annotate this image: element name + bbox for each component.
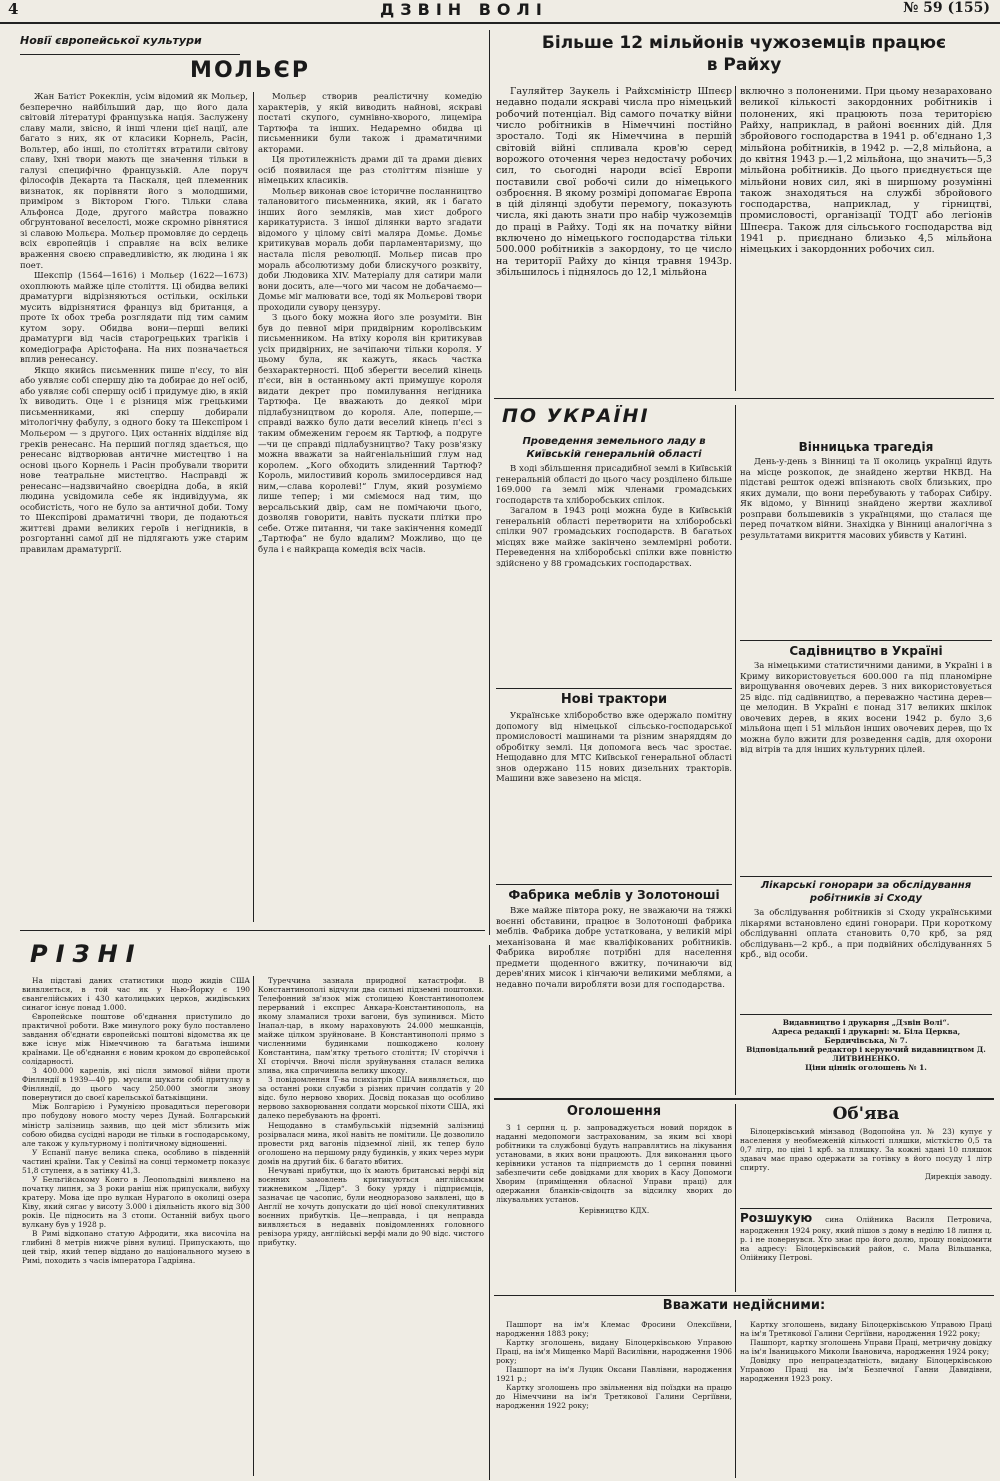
search-block <box>740 1211 992 1293</box>
column-rule <box>735 1320 736 1478</box>
invalid-item: Пашпорт на ім'я Клемас Фросини Олексіївни, народження 1883 року; <box>496 1320 732 1339</box>
column-rule <box>735 405 736 1095</box>
paragraph: Шекспір (1564—1616) і Мольєр (1622—1673) охоплюють майже ціле століття. Ці обидва великі драматурги відрізняються остільки, оскільки мусить відрізнятися француз від британця, а проте їх обох треба розглядати під тим самим кутом зору. Обидва вони—перші великі драматурги від часів старогрецьких трагіків і комедіографа Арістофана. На них позначається вплив ренесансу. <box>20 271 248 366</box>
news-item: На підставі даних статистики щодо жидів США виявляється, в той час як у Нью-Йорку є 190 євангелійських і 430 католицьких церков, жидівських синагог існує понад 1.000. <box>22 976 250 1013</box>
section-divider <box>740 1014 992 1015</box>
section-divider <box>496 688 732 689</box>
paragraph: З цього боку можна його зле розуміти. Він був до певної міри придвірним королівським письменником. На втіху короля він критикував усіх придвірних, не зачіпаючи тільки короля. У цьому була, як кажуть, якась частка безхарактерності. Щоб зберегти веселий кінець п'єси, він в останньому акті примушує короля видати декрет про помилування негідника Тартюфа. Це вважають до деякої міри підлабузництвом до короля. Але, поперше,—справді важко було дати веселий кінець п'єсі з таким обмеженим героєм як Тартюф, а подруге—чи це справді підлабузництво? Таку розв'язку можна вважати за найгеніальніший глум над королем. „Кого обходить злиденний Тартюф? Король, милостивий король змилосердився над ним,—слава королеві!“ Глум, який розуміємо лише тепер; і ми сміємося над тим, що версальський двір, сам не помічаючи цього, дозволяв говорити, навіть пускати плітки про себе. Отже питання, чи таке закінчення комедії „Тартюфа“ не було вдалим? Можливо, що це була і є найкраща комедія всіх часів. <box>258 313 482 555</box>
paragraph: В ході збільшення присадибної землі в Київській генеральній області до цього часу розділено більше 169.000 га землі між членами громадських господарств та хліборобських спілок. <box>496 464 732 506</box>
fees-title: Лікарські гонорари за обслідування робітників зі Сходу <box>760 880 972 904</box>
section-divider <box>494 398 994 399</box>
news-item: Європейське поштове об'єднання приступило до практичної роботи. Вже минулого року було поставлено завдання об'єднати європейські поштові відомства як це вже існує між Німеччиною та багатьма іншими країнами. Це об'єднання є новим кроком до європейської солідарності. <box>22 1012 250 1067</box>
furniture-article <box>496 888 732 1098</box>
vinnytsia-title: Вінницька трагедія <box>798 440 934 454</box>
paragraph: Мольєр створив реалістичну комедію характерів, у якій виводить найнові, яскраві постаті скупого, сумнівно-хворого, лицеміра Тартюфа та інших. Недаремно обидва ці письменники були також і драматичними акторами. <box>258 92 482 155</box>
section-divider <box>740 1208 992 1209</box>
tractors-title: Нові трактори <box>560 692 668 707</box>
invalid-item: Довідку про непрацездатність, видану Білоцерківською Управою Праці на ім'я Безпечної Ганни Давидівни, народження 1923 року. <box>740 1356 992 1384</box>
news-item: Між Болгарією і Румунією провадяться переговори про побудову нового мосту через Дунай. Болгарський міністр залізниць заявив, що цей міст зблизить між собою обидва сусідні народи не тільки в господарському, але також у культурному і політичному відношенні. <box>22 1102 250 1148</box>
foreigners-title <box>496 32 992 82</box>
column-rule <box>735 1104 736 1292</box>
publisher-info <box>740 1018 992 1094</box>
publisher-line: Відповідальний редактор і керуючий видавництвом Д. ЛИТВИНЕНКО. <box>746 1045 986 1064</box>
paragraph: За обслідування робітників зі Сходу українськими лікарями встановлено єдині гонорари. При короткому обслідуванні оплата становить 0,70 крб, за ряд обслідувань—2 крб., а при подвійних обслідуваннях 5 крб., від особи. <box>740 908 992 961</box>
news-item: У Еспанії панує велика спека, особливо в південній частині країни. Так у Севільї на сонці термометр показує 51,8 ступеня, а в затінку 41,3. <box>22 1147 250 1175</box>
issue-number: № 59 (155) <box>903 0 990 16</box>
section-divider <box>740 640 992 641</box>
paragraph: Мольєр виконав своє історичне посланництво талановитого письменника, який, як і багато інших його земляків, мав хист доброго карикатуриста. З іншої ділянки варто згадати відомого у цілому світі маляра Домьє. Домьє критикував мораль доби парламентаризму, що настала після революції. Мольєр писав про мораль абсолютизму доби блискучого розквіту, доби Людовика XIV. Матеріалу для сатири мали вони досить, але—чого ми часом не добачаємо—Домьє міг малювати все, тоді як Мольєрові твори проходили сувору цензуру. <box>258 186 482 313</box>
paragraph: З 1 серпня ц. р. запроваджується новий порядок в наданні медопомоги застрахованим, за яким всі хворі робітники та службовці будуть направлятись на лікування установами, в яких вони працюють. Для виконання цього керівники установ та підприємств до 1 серпня повинні забезпечити себе довідками для хворих в Касу Допомоги Хворим (приміщення обласної Управи праці) для одержання бланків-свідоцтв за відсилку хворих до лікувальних установ. <box>496 1123 732 1205</box>
section-divider <box>494 1098 994 1100</box>
notice-signature: Дирекція заводу. <box>924 1172 992 1182</box>
moliere-col-right <box>258 92 482 922</box>
invalid-item: Пашпорт на ім'я Луцик Оксани Павлівни, народження 1921 р.; <box>496 1365 732 1384</box>
paragraph: Жан Батіст Рокеклін, усім відомий як Мольєр, безперечно найбільший дар, що його дала світовій літературі французька нація. Заслужену славу мали, звісно, й інші члени цієї нації, але багато з них, як от класики Корнель, Расін, Вольтер, або інші, по століттях втратили світову славу, їхні твори мають ще значення тільки в галузі специфічно французькій. Але поруч філософів Декарта та Паскаля, цей племенник визнаток, як порівняти його з молодшими, приміром з Віктором Гюго. Тільки слава Альфонса Доде, другого майстра поважно обгрунтованої веселості, може скромно рівнятися зі славою Мольєра. Мольєр промовляє до сердець всіх європейців і справляє на всіх велике враження своєю справедливістю, як людина і як поет. <box>20 92 248 271</box>
rizni-col-right <box>258 976 484 1476</box>
invalid-col-right <box>740 1320 992 1478</box>
foreigners-col-left <box>496 86 732 396</box>
paragraph: День-у-день з Вінниці та її околиць українці йдуть на місце розкопок, де знайдено жертви НКВД. На підставі решток одежі впізнають своїх близьких, про яких думали, що вони перебувають у таборах Сибіру. Як відомо, у Вінниці знайдено жертви жахливої розправи большевиків з українцями, що сталася ще перед початком війни. Знахідка у Вінниці аналогічна з результатами викриття масових убивств у Катині. <box>740 457 992 541</box>
news-item: Нещодавно в стамбульській підземній залізниці розірвалася мина, якої навіть не помітили. Це дозволило провести ряд вагонів підземної лінії, як тепер було оголошено на першому ряду будинків, у яких через мури домів на другий бік. 6 багато вбитих. <box>258 1120 484 1166</box>
column-rule <box>253 976 254 1476</box>
moliere-rubric: Новії європейської культури <box>20 34 240 55</box>
vinnytsia-article <box>740 440 992 636</box>
land-article <box>496 436 732 686</box>
page-number: 4 <box>8 0 19 18</box>
news-item: Туреччина зазнала природної катастрофи. В Константинополі відчули два сильні підземні поштовхи. Телефонний зв'язок між столицею Константинополем перерваний і експрес Анкара-Константинополь, на якому зламалися трохи вагони, був зупинився. Місто Інапал-цар, в якому нараховують 24.000 мешканців, майже цілком зруйноване. В Константинополі прямо з численними будинками пошкоджено колону Константина, пам'ятку третього століття; IV сторіччя і XI сторіччя. Вночі після зруйнування сталася велика злива, яка спричинила велику шкоду. <box>258 976 484 1076</box>
foreigners-col-right <box>740 86 992 396</box>
section-divider <box>496 884 732 885</box>
invalid-title: Вважати недійсними: <box>662 1298 826 1313</box>
invalid-item: Картку зголошень, видану Білоцерківською Управою Праці, на ім'я Мищенко Марії Василівни, народження 1906 року; <box>496 1338 732 1366</box>
newspaper-name: ДЗВІН ВОЛІ <box>380 0 548 19</box>
news-item: З повідомлення Т-ва психіатрів США виявляється, що за останні роки служби з різних причин солдатів у 20 відс. було нервово хворих. Досвід показав що особливо нервово захворювання солдати морської піхоти США, які далеко перебувають на фронті. <box>258 1075 484 1121</box>
announcement-block <box>496 1104 732 1294</box>
paragraph: включно з полоненими. При цьому незараховано великої кількості закордонних робітників і полонених, які працюють поза територією Райху, наприклад, в районі воєнних дій. Для збройового господарства в 1941 р. об'єднано 1,3 мільйона робітників, в 1942 р. —2,8 мільйона, а до квітня 1943 р.—1,2 мільйона, що значить—5,3 мільйона робітників. До цього приєднується ще мільйони нових сил, які в ширшому розумінні також знаходяться на службі збройового господарства, наприклад, у гірництві, промисловості, організації ТОДТ або легіонів Шпеєра. Також для сільського господарства від 1941 р. приєднано близько 4,5 мільйона німецьких і закордонних робочих сил. <box>740 86 992 256</box>
publisher-line: Ціни ціннік оголошень № 1. <box>805 1063 927 1073</box>
news-item: З 400.000 карелів, які після зимової війни проти Фінляндії в 1939—40 рр. мусили шукати собі притулку в Фінляндії, до цього часу 250.000 змогли знову повернутися до своєї карельської батьківщини. <box>22 1066 250 1103</box>
search-title: Розшукую <box>740 1211 813 1225</box>
furniture-title: Фабрика меблів у Золотоноші <box>508 888 720 902</box>
column-rule <box>735 86 736 391</box>
paragraph: Вже майже півтора року, не зважаючи на тяжкі воєнні обставини, працює в Золотоноші фабрика меблів. Фабрика добре устаткована, у великій мірі механізована й має кваліфікованих робітників. Фабрика виробляє потрібні для населення предмети щоденного вжитку, починаючи від дерев'яних мисок і кінчаючи великими меблями, а недавно почали виробляти вози для господарства. <box>496 906 732 990</box>
news-item: В Римі відкопано статую Афродити, яка височіла на глибині 8 метрів нижче рівня вулиці. Припускають, що цей твір, який тепер віддано до національного музею в Римі, походить з часів імператора Гадріяна. <box>22 1228 250 1265</box>
publisher-line: Видавництво і друкарня „Дзвін Волі“. <box>782 1018 950 1027</box>
news-item: У Бельгійському Конго в Леопольдвілі виявлено на початку липня, за 3 роки раніш ніж припускали, вибуху кратеру. Мова іде про вулкан Нураголо в околиці озера Ківу, який сягає у висоту 3.000 і діяльність якого від 300 років. Це підносить на 3 стопи. Останній вибух цього вулкану був у 1928 р. <box>22 1174 250 1229</box>
gardening-article <box>740 644 992 874</box>
fees-article <box>740 880 992 1010</box>
page-header <box>0 0 1000 24</box>
foreigners-title-line2: в Райху <box>706 55 782 76</box>
paragraph: Білоцерківський мінзавод (Водопойна ул. № 23) купує у населення у необмеженій кількості пляшки, місткістю 0,5 та 0,7 літр, по ціні 1 крб. за пляшку. За кожні здані 10 пляшок здавач має право одержати за готівку в його посуду 1 літр спирту. <box>740 1127 992 1173</box>
section-divider <box>494 1295 994 1296</box>
invalid-item: Пашпорт, картку зголошень Управи Праці, метричну довідку на ім'я Іваницького Миколи Івановича, народження 1924 року; <box>740 1338 992 1357</box>
announcement-signature: Керівництво КДХ. <box>578 1206 650 1216</box>
ukraine-rubric: ПО УКРАЇНІ <box>502 405 650 427</box>
paragraph: Якщо якийсь письменник пише п'єсу, то він або уявляє собі спершу дію та добирає до неї осіб, або уявляє собі спершу осіб і придумує дію, в якій їх виводить. Оце і є різниця між грецькими письменниками, які спершу добирали мітологічну фабулу, з одного боку та Шекспіром і Мольєром — з другого. Цих останніх відділяє від греків ренесанс. На перший погляд здається, що ренесанс відтворював античне мистецтво і на основі цього Корнель і Расін пробували творити нове театральне мистецтво. Насправді ж ренесанс—надзвичайно своєрідна доба, в якій людина усвідомила себе як індивідуума, як особистість, чого не було за античної доби. Тому то Шекспірові драматичні твори, де подаються життєві драми великих героїв і негідників, в розгортанні самої дії не підлягають уже старим правилам драматургії. <box>20 365 248 555</box>
paragraph: Гауляйтер Заукель і Райхсміністр Шпеєр недавно подали яскраві числа про німецький робочий потенціал. Від самого початку війни число робітників в Німеччині постійно зростало. Тоді як Німеччина в першій світовій війні спливала кров'ю серед ворожого оточення через недостачу робочих сил, то сьогодні народи всієї Европи поставили свої робочі сили до німецького озброєння. В якому розмірі допомагає Европа в цій ділянці здобути перемогу, показують числа, які дають знати про набір чужоземців до праці в Райху. Тоді як на початку війни включено до німецького господарства тільки 500.000 робітників з закордону, то це число на території Райху до кінця травня 1943р. збільшилось і піднялось до 12,1 мільйона <box>496 86 732 278</box>
rizni-title: РІЗНІ <box>30 940 143 968</box>
paragraph: За німецькими статистичними даними, в Україні і в Криму використовується 600.000 га під планомірне вирощування овочевих дерев. З них використовується 25 відс. під садівництво, а переважно частина дерев—це мелодин. В Україні є понад 317 великих шкілок овочевих дерев, в яких восени 1942 р. було 3,6 мільйона щеп і 51 мільйон інших овочевих дерев, що їх можна було вжити для розведення садів, для охорони від вітрів та для інших культурних цілей. <box>740 661 992 756</box>
column-rule <box>489 30 490 935</box>
paragraph: Ця протилежність драми дії та драми дієвих осіб появилася ще раз століттям пізніше у німецьких класиків. <box>258 155 482 187</box>
paragraph: Українське хліборобство вже одержало помітну допомогу від німецької сільсько-господарської промисловості машинами та різним знаряддям до обробітку землі. Ця допомога весь час зростає. Нещодавно для МТС Київської генеральної області знов одержано 115 нових дизельних тракторів. Машини вже завезено на місця. <box>496 711 732 785</box>
moliere-title: МОЛЬЄР <box>190 58 310 83</box>
publisher-line: Адреса редакції і друкарні: м. Біла Церква, Бердичівська, № 7. <box>771 1027 961 1046</box>
notice-block <box>740 1104 992 1204</box>
rizni-col-left <box>22 976 250 1476</box>
invalid-item: Картку зголошень про звільнення від поїздки на працю до Німеччини на ім'я Третякової Галини Сергіївни, народження 1922 року; <box>496 1383 732 1411</box>
column-rule <box>253 92 254 922</box>
invalid-item: Картку зголошень, видану Білоцерківською Управою Праці на ім'я Третякової Галини Сергіївни, народження 1922 року; <box>740 1320 992 1339</box>
gardening-title: Садівництво в Україні <box>789 644 943 658</box>
announcement-title: Оголошення <box>566 1104 662 1119</box>
section-divider <box>740 876 992 877</box>
invalid-col-left <box>496 1320 732 1478</box>
notice-title: Об'ява <box>832 1104 900 1124</box>
column-rule <box>489 945 490 1480</box>
moliere-col-left <box>20 92 248 922</box>
news-item: Нечувані прибутки, що їх мають британські верфі від воєнних замовлень критикуються англійським тижневиком „Лідер“. З боку уряду і підприємців, зазначає це часопис, були неодноразово заявлені, що в Англії не хочуть допускати до цієї нової спекулятивних воєнних прибутків. Це—неправда, і ця неправда виявляється в недавніх повідомленнях головного ревізора уряду, англійські верфі мали до 90 відс. чистого прибутку. <box>258 1165 484 1247</box>
tractors-article <box>496 692 732 882</box>
foreigners-title-line1: Більше 12 мільйонів чужоземців працює <box>541 33 947 53</box>
search-text: сина Олійника Василя Петровича, народження 1924 року, який пішов з дому в неділю 18 липня ц. р. і не повернувся. Хто знає про його долю, прошу повідомити на адресу: Білоцерківський район, с. Мала Вільшанка, Олійнику Петрові. <box>740 1215 992 1262</box>
land-title: Проведення земельного ладу в Київській генеральній області <box>522 436 706 460</box>
section-divider <box>20 930 485 931</box>
paragraph: Загалом в 1943 році можна буде в Київській генеральній області перетворити на хліборобські спілки 907 громадських господарств. В багатьох місцях вже майже закінчено землемірні роботи. Переведення на хліборобські спілки вже повністю здійснено у 88 громадських господарствах. <box>496 506 732 569</box>
